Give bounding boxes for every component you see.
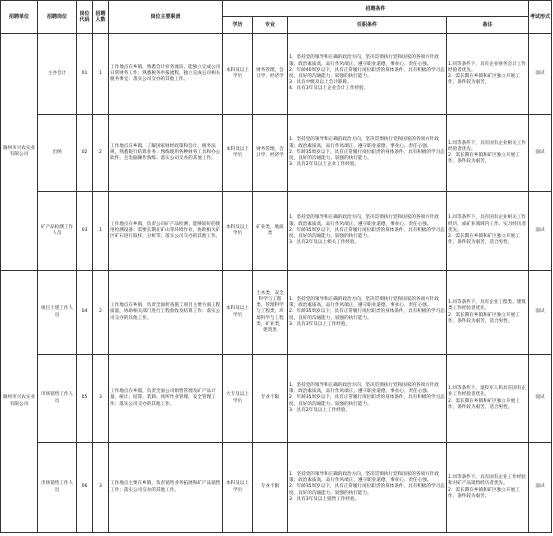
notes-cell: 1.同等条件下，具有企业工程类、建筑类工作经验者优先。 2．需长期在乡镇和矿区独立开展工作，条件较为艰苦，适合男性。 <box>447 271 529 355</box>
major-cell: 土木类，安全科学与工程类，管理科学与工程类，环境科学与工程类，矿业类，建筑类 <box>253 271 288 355</box>
table-row <box>1 443 552 533</box>
table-row <box>1 271 552 355</box>
code-cell: 04 <box>77 271 93 355</box>
code-cell: 05 <box>77 355 93 443</box>
qualifications-cell: 1．坚持党的领导和正确的政治方向，坚决贯彻执行党和国家的各项方针政策；政治素质高，品行作风端正，遵守职业道德，事业心、责任心强。 2．年龄35周岁以下，具有正常履行岗位职责的身体条件，具有积极的学习态度，良好的沟通能力、较强的执行能力。 3．具有2年及以上企业工作经验。 <box>288 115 447 192</box>
notes-cell: 1.同等条件下，具有国有企业相关工作经历，或矿业领域内工作、实习经历者优先。 2．需长期在乡镇和矿区独立开展工作，条件较为艰苦，适合男性。 <box>447 192 529 271</box>
table-row <box>1 34 552 115</box>
notes-cell: 1.同等条件下，具有国有企业相关工作经验者优先。 2．需长期在乡镇和矿区独立开展工作，条件较为艰苦。 <box>447 115 529 192</box>
duties-cell: 工作地点主要在乡镇，负责销售业务拓展和矿产品销售工作；落实公司交办的其他工作。 <box>109 443 223 533</box>
code-cell: 06 <box>77 443 93 533</box>
qualifications-cell: 1．坚持党的领导和正确的政治方向，坚决贯彻执行党和国家的各项方针政策；政治素质高，品行作风端正，遵守职业道德，事业心、责任心强。 2．年龄35周岁以下，具有正常履行岗位职责的身体条件，具有积极的学习态度，良好的沟通能力、较强的执行能力。 3．具有3年及以上销售工作经验。 <box>288 443 447 533</box>
major-cell: 财务管理，会计学，经济学 <box>253 115 288 192</box>
header-code: 岗位代码 <box>77 1 93 34</box>
qualifications-cell: 1．坚持党的领导和正确的政治方向，坚决贯彻执行党和国家的各项方针政策；政治素质高，品行作风端正，遵守职业道德，事业心、责任心强。 2．年龄35周岁以下，具有正常履行岗位职责的身体条件，具有积极的学习态度，良好的沟通能力、较强的执行能力。 3．具有3年及以上工作经验。 <box>288 271 447 355</box>
table-row <box>1 115 552 192</box>
table-row <box>1 355 552 443</box>
major-cell: 财务管理，会计学，经济学 <box>253 34 288 115</box>
notes-cell: 1.同等条件下，具有国有企业工作经验和对矿产品销售经历者优先。 2．需长期在乡镇和矿区独立开展工作，条件较为艰苦。 <box>447 443 529 533</box>
exam-cell: 面试 <box>529 192 552 271</box>
count-cell: 1 <box>93 192 109 271</box>
count-cell: 3 <box>93 443 109 533</box>
code-cell: 01 <box>77 34 93 115</box>
education-cell: 本科及以上学历 <box>223 192 253 271</box>
count-cell: 2 <box>93 271 109 355</box>
qualifications-cell: 1．坚持党的领导和正确的政治方向，坚决贯彻执行党和国家的各项方针政策；政治素质高，品行作风端正，遵守职业道德，事业心、责任心强。 2．年龄40周岁以下，具有正常履行岗位职责的身体条件，具有积极的学习态度，良好的沟通能力、较强的执行能力。 3．具有中级及以上会计职称。 4．具有3年及以上企业会计工作经验。 <box>288 34 447 115</box>
count-cell: 1 <box>93 34 109 115</box>
duties-cell: 工作地点在乡镇，负责全面检查施工项目主要方面工程质量，协助相关部门进行工程验收及结算工作；落实公司交办的其他工作。 <box>109 271 223 355</box>
position-cell: 矿产品检测工作人员 <box>38 192 77 271</box>
position-cell: 市场销售工作人员 <box>38 443 77 533</box>
count-cell: 3 <box>93 355 109 443</box>
major-cell: 矿业类，地质类 <box>253 192 288 271</box>
duties-cell: 工作地点在乡镇，熟悉会计业务流向，能独立完成公司日常财务工作；熟悉税务申报流程，独立完成公司相关税务事宜；落实公司交办的其他工作。 <box>109 34 223 115</box>
position-cell: 市场销售工作人员 <box>38 355 77 443</box>
education-cell: 本科及以上学历 <box>223 271 253 355</box>
table-row <box>1 192 552 271</box>
education-cell: 本科及以上学历 <box>223 443 253 533</box>
exam-cell: 面试 <box>529 271 552 355</box>
unit-cell: 滁州市兴农实业有限公司 <box>1 271 38 533</box>
header-row-1 <box>1 1 552 17</box>
count-cell: 2 <box>93 115 109 192</box>
code-cell: 02 <box>77 115 93 192</box>
exam-cell: 面试 <box>529 34 552 115</box>
major-cell: 专业不限 <box>253 355 288 443</box>
major-cell: 专业不限 <box>253 443 288 533</box>
position-cell: 出纳 <box>38 115 77 192</box>
education-cell: 大专及以上学历 <box>223 355 253 443</box>
notes-cell: 1.同等条件下，具有企业财务会计工作经验者优先。 2．需长期在乡镇和矿区独立开展工作，条件较为艰苦。 <box>447 34 529 115</box>
header-major: 专业 <box>253 17 288 34</box>
header-education: 学历 <box>223 17 253 34</box>
header-duties: 岗位主要职责 <box>109 1 223 34</box>
header-conditions: 招聘条件 <box>223 1 529 17</box>
exam-cell: 面试 <box>529 115 552 192</box>
qualifications-cell: 1．坚持党的领导和正确的政治方向，坚决贯彻执行党和国家的各项方针政策；政治素质高，品行作风端正，遵守职业道德，事业心、责任心强。 2．年龄35周岁以下，具有正常履行岗位职责的身体条件，具有积极的学习态度，良好的沟通能力、较强的执行能力。 3．具有2年及以上相关工作经验。 <box>288 192 447 271</box>
unit-cell: 滁州市兴农实业有限公司 <box>1 34 38 271</box>
duties-cell: 工作地点在乡镇，负责公司矿产品检测；能够较好的使用检测设备；需要长期在矿山等环境作业，协助相关矿区矿石进行取样、分析等；落实公司交办的其他工作。 <box>109 192 223 271</box>
position-cell: 项目土建工作人员 <box>38 271 77 355</box>
header-qualifications: 任职条件 <box>288 17 447 34</box>
exam-cell: 面试 <box>529 443 552 533</box>
header-notes: 备注 <box>447 17 529 34</box>
education-cell: 本科及以上学历 <box>223 115 253 192</box>
code-cell: 03 <box>77 192 93 271</box>
header-unit: 招聘单位 <box>1 1 38 34</box>
exam-cell: 面试 <box>529 355 552 443</box>
duties-cell: 工作地点在乡镇，了解国家财经政策和会计、税务法规，熟悉银行结算业务；熟练使用各种财务工具和办公软件，且电脑操作熟练；落实公司交办的其他工作。 <box>109 115 223 192</box>
education-cell: 本科及以上学历 <box>223 34 253 115</box>
duties-cell: 工作地点在乡镇，负责全面公司销售管理及矿产品计量、统计、结算、装卸、场所作业管理，安全管理工作；落实公司交办的其他工作。 <box>109 355 223 443</box>
header-exam: 考试形式 <box>529 1 552 34</box>
position-cell: 主办会计 <box>38 34 77 115</box>
qualifications-cell: 1．坚持党的领导和正确的政治方向，坚决贯彻执行党和国家的各项方针政策；政治素质高，品行作风端正，遵守职业道德，事业心、责任心强。 2．年龄35周岁以下，具有正常履行岗位职责的身体条件，具有积极的学习态度，良好的沟通能力、较强的执行能力。 3．具有2年及以上工作经验。 <box>288 355 447 443</box>
header-position: 招聘岗位 <box>38 1 77 34</box>
header-count: 招聘人数 <box>93 1 109 34</box>
notes-cell: 1.同等条件下，退役军人和具有国有企业工作经验者优先。 2．需长期在乡镇和矿区独立开展工作，条件较为艰苦，适合男性。 <box>447 355 529 443</box>
